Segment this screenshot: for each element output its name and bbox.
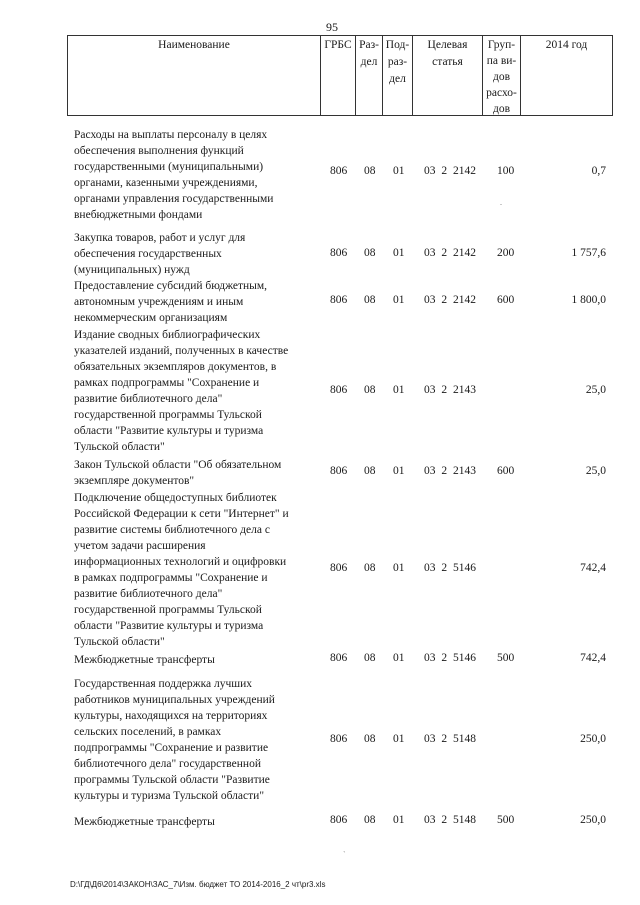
row-grbs: 806 <box>330 247 348 259</box>
row-name: Закон Тульской области "Об обязательном экземпляре документов" <box>74 459 282 487</box>
header-col-divider <box>612 35 613 116</box>
row-csr: 03 2 2142 <box>424 165 476 177</box>
row-csr: 03 2 5148 <box>424 814 476 826</box>
row-name: Предоставление субсидий бюджетным, автономным учреждениям и иным некоммерческим организациям <box>74 280 268 324</box>
page-number: 95 <box>326 20 338 34</box>
row-name: Межбюджетные трансферты <box>74 654 215 666</box>
scan-speck: . <box>500 198 502 207</box>
row-vr: 100 <box>497 165 515 177</box>
header-csr: Целевая статья <box>427 39 468 68</box>
row-vr: 600 <box>497 465 515 477</box>
row-razdel: 08 <box>364 652 376 664</box>
header-bottom-border <box>67 115 613 116</box>
row-vr: 500 <box>497 814 515 826</box>
row-grbs: 806 <box>330 384 348 396</box>
row-razdel: 08 <box>364 247 376 259</box>
row-podrazdel: 01 <box>393 294 405 306</box>
row-csr: 03 2 5148 <box>424 733 476 745</box>
header-razdel: Раз- дел <box>359 39 379 68</box>
row-amount: 25,0 <box>585 384 606 396</box>
row-csr: 03 2 5146 <box>424 652 476 664</box>
row-amount: 1 800,0 <box>571 294 606 306</box>
row-podrazdel: 01 <box>393 652 405 664</box>
row-name: Государственная поддержка лучших работников муниципальных учреждений культуры, находящихся на территориях сельских поселений, в рамках подпрограммы "Сохранение и развитие библиотечного дела" государственной программы Тульской области "Развитие культуры и туризма Тульской области" <box>74 678 275 802</box>
row-amount: 250,0 <box>580 814 606 826</box>
row-podrazdel: 01 <box>393 814 405 826</box>
row-csr: 03 2 2143 <box>424 384 476 396</box>
row-podrazdel: 01 <box>393 247 405 259</box>
row-razdel: 08 <box>364 384 376 396</box>
scan-speck: ` <box>343 850 346 859</box>
row-vr: 200 <box>497 247 515 259</box>
row-amount: 250,0 <box>580 733 606 745</box>
row-podrazdel: 01 <box>393 733 405 745</box>
row-razdel: 08 <box>364 562 376 574</box>
row-csr: 03 2 2143 <box>424 465 476 477</box>
row-csr: 03 2 5146 <box>424 562 476 574</box>
row-razdel: 08 <box>364 465 376 477</box>
header-grbs: ГРБС <box>324 39 352 51</box>
header-year: 2014 год <box>545 39 588 51</box>
row-grbs: 806 <box>330 165 348 177</box>
row-csr: 03 2 2142 <box>424 247 476 259</box>
row-name: Закупка товаров, работ и услуг для обеспечения государственных (муниципальных) нужд <box>74 232 246 276</box>
header-podrazdel: Под- раз- дел <box>385 39 410 85</box>
row-name: Расходы на выплаты персоналу в целях обеспечения выполнения функций государственными (муниципальными) органами, казенными учреждениями, органами управления государственными внебюджетными фондами <box>74 129 274 221</box>
file-path-footer: D:\ГД\Д6\2014\ЗАКОН\ЗАС_7\Изм. бюджет ТО 2014-2016_2 чт\pr3.xls <box>70 880 326 889</box>
row-name: Подключение общедоступных библиотек Российской Федерации к сети "Интернет" и развитие системы библиотечного дела с учетом задачи расширения информационных технологий и оцифровки в рамках подпрограммы "Сохранение и развитие библиотечного дела" государственной программы Тульской области "Развитие культуры и туризма Тульской области" <box>74 492 289 648</box>
row-razdel: 08 <box>364 733 376 745</box>
row-amount: 742,4 <box>580 652 606 664</box>
row-podrazdel: 01 <box>393 562 405 574</box>
row-vr: 600 <box>497 294 515 306</box>
row-amount: 25,0 <box>585 465 606 477</box>
row-amount: 1 757,6 <box>571 247 606 259</box>
row-grbs: 806 <box>330 733 348 745</box>
row-grbs: 806 <box>330 814 348 826</box>
row-name: Издание сводных библиографических указателей изданий, полученных в качестве обязательных экземпляров документов, в рамках подпрограммы "Сохранение и развитие библиотечного дела" государственной программы Тульской области "Развитие культуры и туризма Тульской области" <box>74 329 289 453</box>
row-amount: 0,7 <box>591 165 606 177</box>
row-grbs: 806 <box>330 652 348 664</box>
row-razdel: 08 <box>364 294 376 306</box>
row-podrazdel: 01 <box>393 384 405 396</box>
header-name: Наименование <box>158 39 230 51</box>
row-name: Межбюджетные трансферты <box>74 816 215 828</box>
row-csr: 03 2 2142 <box>424 294 476 306</box>
row-razdel: 08 <box>364 814 376 826</box>
row-grbs: 806 <box>330 465 348 477</box>
header-top-border <box>67 35 613 36</box>
row-podrazdel: 01 <box>393 465 405 477</box>
row-vr: 500 <box>497 652 515 664</box>
row-podrazdel: 01 <box>393 165 405 177</box>
row-razdel: 08 <box>364 165 376 177</box>
header-vr: Груп- па ви- дов расхо- дов <box>486 39 517 115</box>
row-amount: 742,4 <box>580 562 606 574</box>
row-grbs: 806 <box>330 294 348 306</box>
row-grbs: 806 <box>330 562 348 574</box>
